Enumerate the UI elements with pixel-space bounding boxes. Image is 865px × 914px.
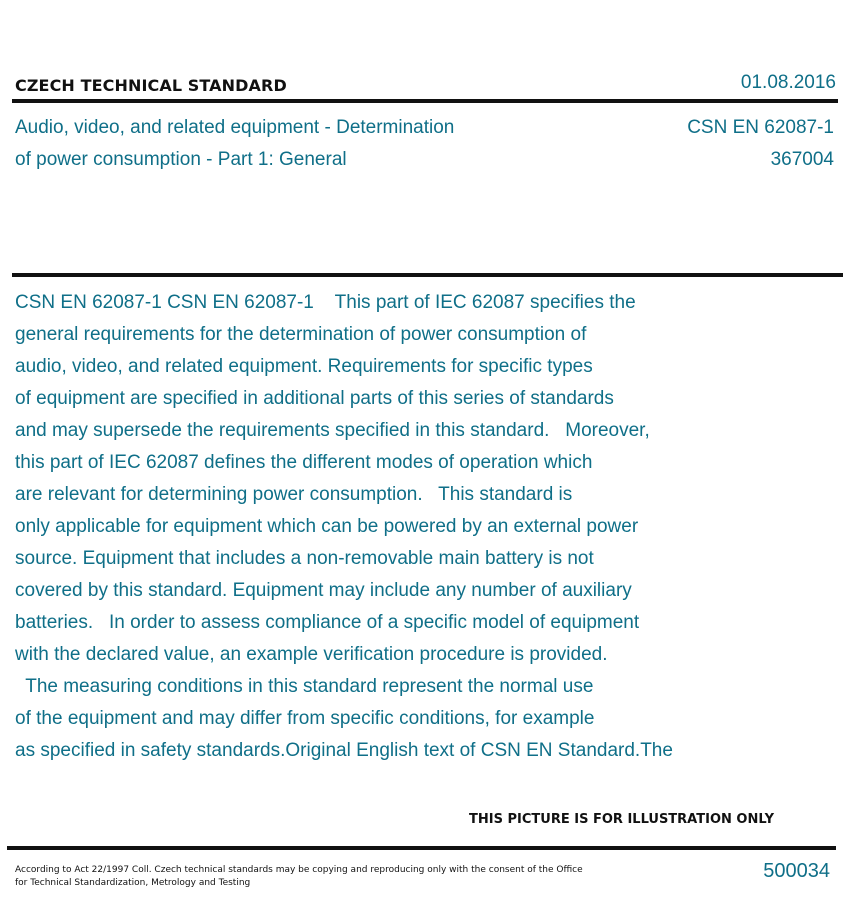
bottom-divider — [7, 846, 836, 850]
abstract-line: and may supersede the requirements specified in this standard. Moreover, — [15, 420, 650, 441]
middle-divider — [12, 273, 843, 277]
publication-date: 01.08.2016 — [740, 72, 836, 93]
illustration-disclaimer: THIS PICTURE IS FOR ILLUSTRATION ONLY — [469, 812, 774, 827]
document-title-line-2: of power consumption - Part 1: General — [15, 149, 347, 170]
abstract-line: batteries. In order to assess compliance of a specific model of equipment — [15, 612, 640, 633]
abstract-line: as specified in safety standards.Original English text of CSN EN Standard.The — [15, 740, 673, 761]
abstract-text — [15, 287, 775, 767]
standard-code: CSN EN 62087-1 — [687, 117, 834, 138]
top-divider — [12, 99, 838, 103]
copyright-notice — [15, 864, 595, 890]
abstract-line: source. Equipment that includes a non-removable main battery is not — [15, 548, 594, 569]
abstract-line: The measuring conditions in this standard represent the normal use — [15, 676, 594, 697]
standard-type-heading: CZECH TECHNICAL STANDARD — [15, 76, 287, 95]
abstract-line: audio, video, and related equipment. Requirements for specific types — [15, 356, 593, 377]
abstract-line: with the declared value, an example verification procedure is provided. — [15, 644, 608, 665]
abstract-line: of equipment are specified in additional parts of this series of standards — [15, 388, 614, 409]
abstract-line: only applicable for equipment which can be powered by an external power — [15, 516, 639, 537]
abstract-line: CSN EN 62087-1 CSN EN 62087-1 This part of IEC 62087 specifies the — [15, 292, 636, 313]
catalog-number: 500034 — [763, 860, 830, 882]
abstract-line: of the equipment and may differ from specific conditions, for example — [15, 708, 595, 729]
abstract-line: this part of IEC 62087 defines the different modes of operation which — [15, 452, 593, 473]
abstract-line: general requirements for the determination of power consumption of — [15, 324, 587, 345]
abstract-line: covered by this standard. Equipment may include any number of auxiliary — [15, 580, 632, 601]
copyright-notice-line-1: According to Act 22/1997 Coll. Czech technical standards may be copying and reproducing only with the consent of the Office — [15, 865, 583, 875]
document-title-line-1: Audio, video, and related equipment - Determination — [15, 117, 455, 138]
copyright-notice-line-2: for Technical Standardization, Metrology and Testing — [15, 878, 251, 888]
abstract-line: are relevant for determining power consumption. This standard is — [15, 484, 573, 505]
classification-number: 367004 — [770, 149, 834, 170]
